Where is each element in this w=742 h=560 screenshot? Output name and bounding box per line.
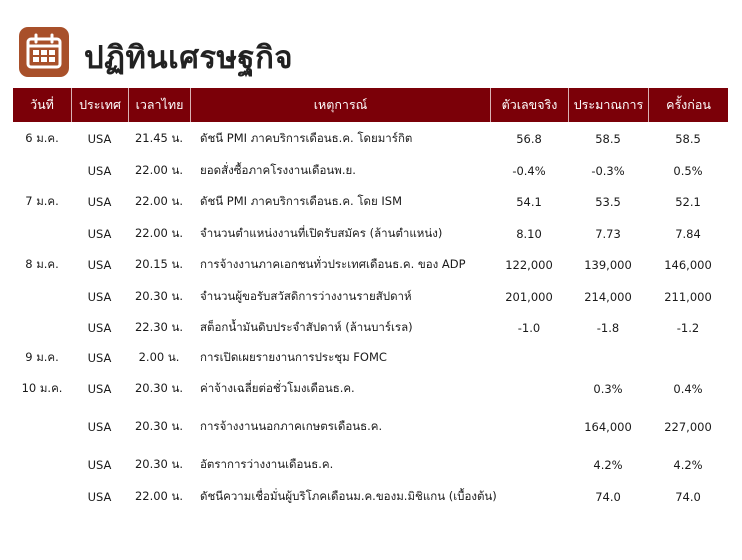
cell-country: USA	[87, 419, 112, 434]
cell-event: การจ้างงานภาคเอกชนทั่วประเทศเดือนธ.ค. ของ ADP	[200, 257, 466, 271]
cell-time: 22.00 น.	[134, 162, 184, 177]
table-row	[13, 249, 728, 281]
cell-time: 20.30 น.	[134, 457, 184, 471]
col-header-previous: ครั้งก่อน	[648, 88, 728, 122]
table-row	[13, 122, 728, 155]
cell-date	[13, 218, 71, 249]
cell-previous: 0.4%	[673, 382, 703, 396]
cell-time: 20.30 น.	[134, 418, 184, 433]
table-row	[13, 372, 728, 406]
cell-actual	[490, 406, 568, 447]
cell-country: USA	[87, 321, 112, 335]
cell-forecast: 0.3%	[593, 382, 623, 396]
cell-country: USA	[87, 490, 112, 504]
cell-actual: -0.4%	[512, 163, 546, 178]
cell-forecast	[568, 344, 648, 372]
cell-forecast: -0.3%	[591, 163, 625, 178]
cell-actual	[490, 483, 568, 511]
cell-event: จำนวนผู้ขอรับสวัสดิการว่างงานรายสัปดาห์	[200, 288, 412, 303]
table-row	[13, 344, 728, 372]
table-row	[13, 218, 728, 249]
cell-forecast: 164,000	[584, 419, 632, 434]
cell-actual: 56.8	[516, 131, 542, 146]
cell-actual: 54.1	[516, 195, 542, 209]
cell-forecast: 53.5	[595, 195, 621, 209]
cell-event: การเปิดเผยรายงานการประชุม FOMC	[200, 350, 387, 364]
col-header-event: เหตุการณ์	[190, 88, 490, 122]
cell-date: 10 ม.ค.	[21, 381, 63, 395]
col-header-actual: ตัวเลขจริง	[490, 88, 568, 122]
cell-country: USA	[87, 163, 112, 178]
col-header-time: เวลาไทย	[128, 88, 190, 122]
cell-time: 22.00 น.	[134, 194, 184, 208]
cell-event: อัตราการว่างงานเดือนธ.ค.	[200, 457, 334, 471]
cell-forecast: 139,000	[584, 258, 632, 272]
cell-country: USA	[87, 258, 112, 272]
cell-time: 21.45 น.	[134, 130, 184, 145]
cell-time: 20.15 น.	[134, 257, 184, 271]
cell-previous: 4.2%	[673, 458, 703, 472]
cell-event: สต็อกน้ำมันดิบประจำสัปดาห์ (ล้านบาร์เรล)	[200, 320, 413, 334]
cell-time: 22.00 น.	[134, 489, 184, 503]
table-row	[13, 186, 728, 218]
cell-country: USA	[87, 226, 112, 241]
table-row	[13, 447, 728, 483]
table-row	[13, 312, 728, 344]
cell-time: 20.30 น.	[134, 381, 184, 395]
cell-forecast: 4.2%	[593, 458, 623, 472]
cell-date: 8 ม.ค.	[25, 257, 59, 271]
cell-forecast: 58.5	[595, 131, 621, 146]
cell-previous	[648, 344, 728, 372]
table-header-row	[13, 88, 728, 122]
cell-actual: 122,000	[505, 258, 553, 272]
cell-date: 6 ม.ค.	[25, 130, 59, 145]
cell-previous: 146,000	[664, 258, 712, 272]
table-row	[13, 483, 728, 511]
cell-time: 20.30 น.	[134, 288, 184, 303]
cell-date: 9 ม.ค.	[25, 350, 59, 364]
table-row	[13, 155, 728, 186]
page-title: ปฏิทินเศรษฐกิจ	[84, 40, 294, 76]
cell-date	[13, 483, 71, 511]
cell-time: 22.30 น.	[134, 320, 184, 334]
cell-event: ค่าจ้างเฉลี่ยต่อชั่วโมงเดือนธ.ค.	[200, 381, 355, 395]
cell-date	[13, 406, 71, 447]
table-row	[13, 281, 728, 312]
cell-actual	[490, 344, 568, 372]
cell-actual: 8.10	[516, 226, 542, 241]
calendar-icon	[19, 27, 69, 77]
cell-forecast: -1.8	[596, 321, 620, 335]
cell-country: USA	[87, 351, 112, 365]
cell-event: ดัชนี PMI ภาคบริการเดือนธ.ค. โดยมาร์กิต	[200, 130, 413, 145]
cell-date	[13, 447, 71, 483]
cell-forecast: 74.0	[595, 490, 621, 504]
cell-event: ดัชนี PMI ภาคบริการเดือนธ.ค. โดย ISM	[200, 194, 402, 208]
cell-event: ยอดสั่งซื้อภาคโรงงานเดือนพ.ย.	[200, 162, 356, 177]
col-header-country: ประเทศ	[71, 88, 128, 122]
cell-event: จำนวนตำแหน่งงานที่เปิดรับสมัคร (ล้านตำแหน่ง)	[200, 225, 443, 240]
cell-actual	[490, 447, 568, 483]
cell-country: USA	[87, 195, 112, 209]
cell-country: USA	[87, 289, 112, 304]
cell-date	[13, 155, 71, 186]
cell-previous: 211,000	[664, 289, 712, 304]
cell-country: USA	[87, 382, 112, 396]
cell-event: ดัชนีความเชื่อมั่นผู้บริโภคเดือนม.ค.ของม.มิชิแกน (เบื้องต้น)	[200, 489, 497, 503]
cell-actual: 201,000	[505, 289, 553, 304]
col-header-forecast: ประมาณการ	[568, 88, 648, 122]
cell-previous: 7.84	[675, 226, 701, 241]
economic-calendar-table	[13, 88, 728, 511]
table-row	[13, 406, 728, 447]
cell-actual	[490, 372, 568, 406]
cell-country: USA	[87, 458, 112, 472]
cell-country: USA	[87, 131, 112, 146]
cell-previous: 227,000	[664, 419, 712, 434]
cell-forecast: 7.73	[595, 226, 621, 241]
cell-previous: 58.5	[675, 131, 701, 146]
cell-previous: 0.5%	[673, 163, 703, 178]
cell-previous: 74.0	[675, 490, 701, 504]
page-header	[0, 0, 742, 88]
cell-actual: -1.0	[517, 321, 541, 335]
cell-previous: -1.2	[676, 321, 700, 335]
cell-date	[13, 281, 71, 312]
cell-date: 7 ม.ค.	[25, 194, 59, 208]
cell-event: การจ้างงานนอกภาคเกษตรเดือนธ.ค.	[200, 418, 383, 433]
cell-time: 2.00 น.	[138, 350, 180, 364]
cell-date	[13, 312, 71, 344]
col-header-date: วันที่	[13, 88, 71, 122]
cell-forecast: 214,000	[584, 289, 632, 304]
cell-previous: 52.1	[675, 195, 701, 209]
cell-time: 22.00 น.	[134, 225, 184, 240]
